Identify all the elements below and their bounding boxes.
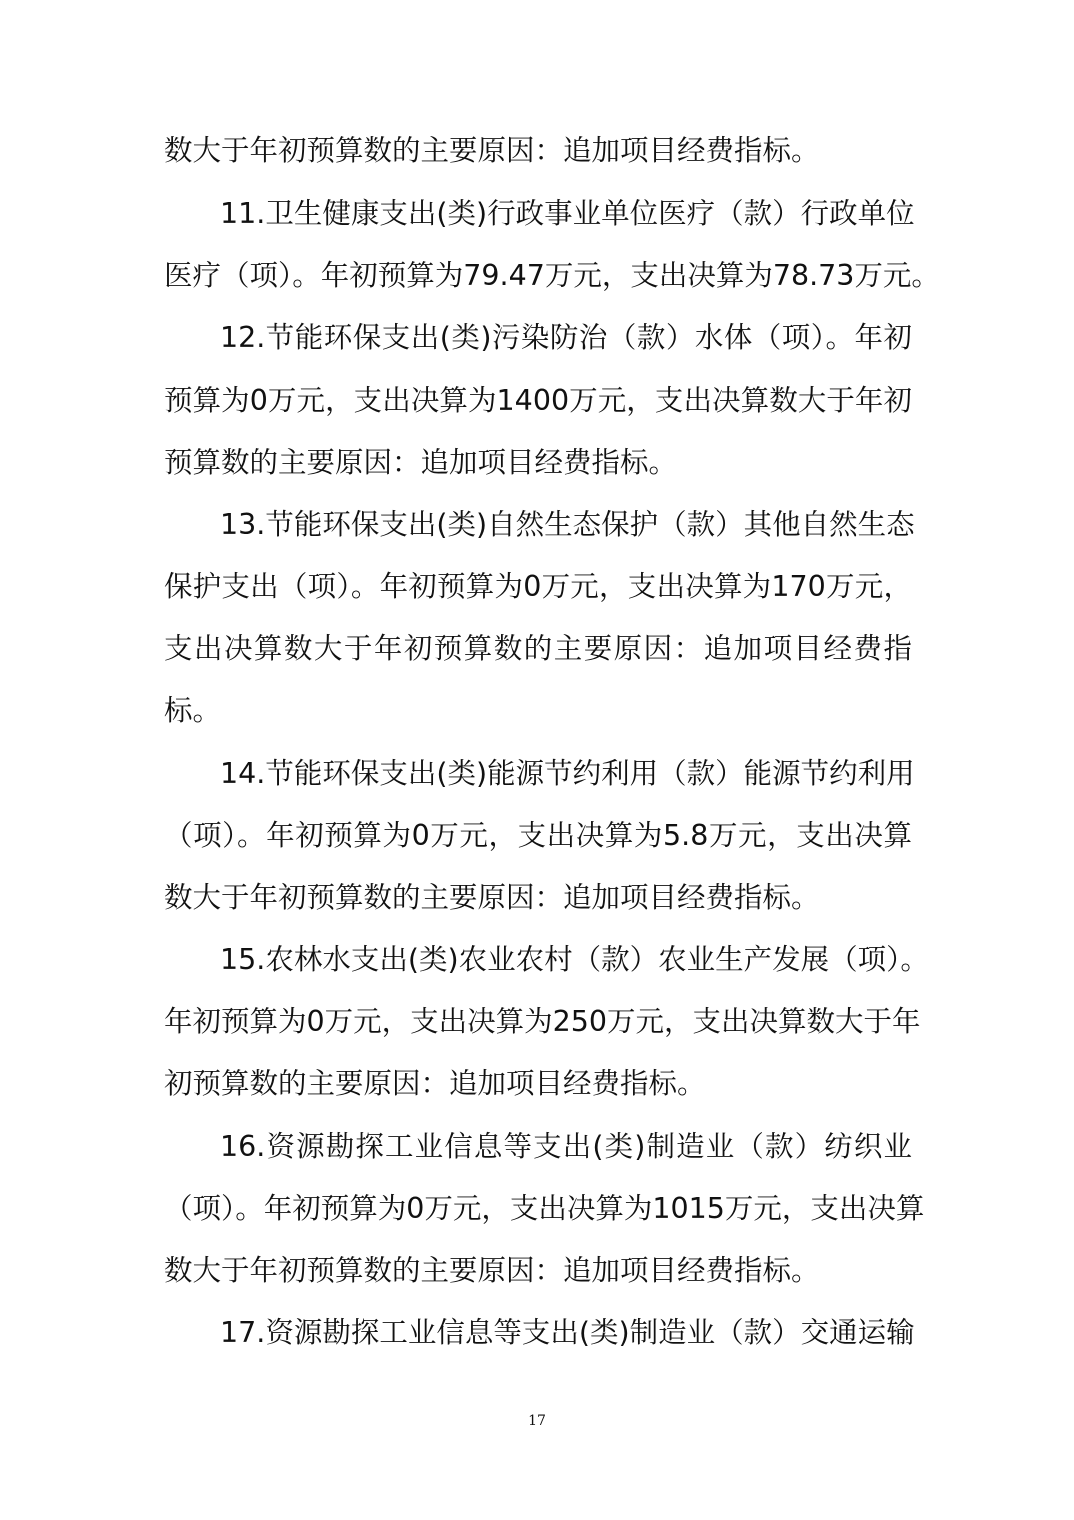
text-line: 支出决算数大于年初预算数的主要原因：追加项目经费指 [164,632,912,665]
text-line: 标。 [164,694,222,727]
page-number: 17 [528,1413,546,1429]
text-line: 预算为0万元，支出决算为1400万元，支出决算数大于年初 [164,384,912,417]
text-line: 医疗（项）。年初预算为79.47万元，支出决算为78.73万元。 [164,259,940,292]
paragraph-15-start: 15.农林水支出(类)农业农村（款）农业生产发展（项）。 [220,943,929,976]
text-line: 年初预算为0万元，支出决算为250万元，支出决算数大于年 [164,1005,921,1038]
paragraph-11-start: 11.卫生健康支出(类)行政事业单位医疗（款）行政单位 [220,197,915,230]
text-line: 初预算数的主要原因：追加项目经费指标。 [164,1067,706,1100]
paragraph-17-start: 17.资源勘探工业信息等支出(类)制造业（款）交通运输 [220,1316,915,1349]
paragraph-12-start: 12.节能环保支出(类)污染防治（款）水体（项）。年初 [220,321,912,354]
text-line: 数大于年初预算数的主要原因：追加项目经费指标。 [164,134,820,167]
paragraph-13-start: 13.节能环保支出(类)自然生态保护（款）其他自然生态 [220,508,915,541]
text-line: 保护支出（项）。年初预算为0万元，支出决算为170万元， [164,570,912,603]
text-line: （项）。年初预算为0万元，支出决算为5.8万元，支出决算 [164,819,912,852]
text-line: 预算数的主要原因：追加项目经费指标。 [164,446,678,479]
paragraph-16-start: 16.资源勘探工业信息等支出(类)制造业（款）纺织业 [220,1130,912,1163]
text-line: 数大于年初预算数的主要原因：追加项目经费指标。 [164,881,820,914]
text-line: 数大于年初预算数的主要原因：追加项目经费指标。 [164,1254,820,1287]
text-line: （项）。年初预算为0万元，支出决算为1015万元，支出决算 [164,1192,925,1225]
paragraph-14-start: 14.节能环保支出(类)能源节约利用（款）能源节约利用 [220,757,915,790]
